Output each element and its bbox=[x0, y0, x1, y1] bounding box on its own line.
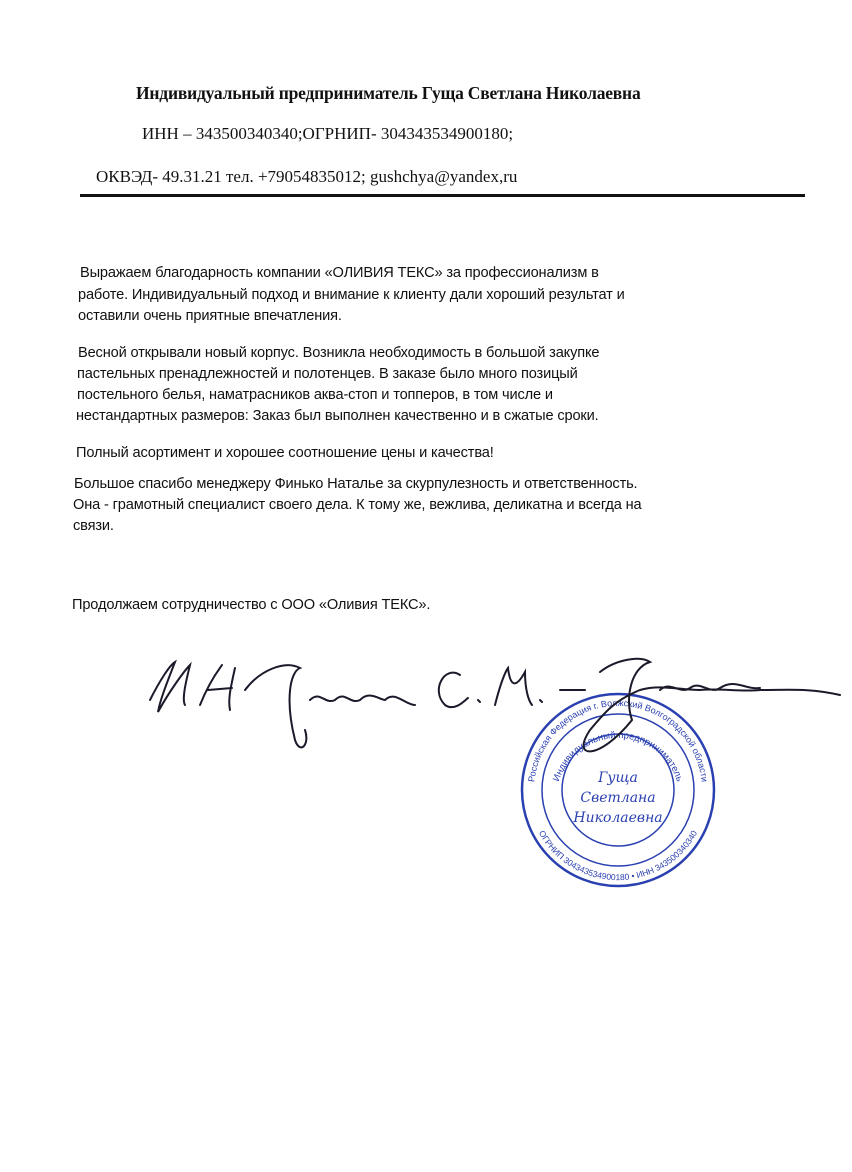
letterhead-contacts: ОКВЭД- 49.31.21 тел. +79054835012; gushchya@yandex,ru bbox=[96, 167, 518, 186]
stamp-center-line: Светлана bbox=[580, 790, 656, 806]
body-line: оставили очень приятные впечатления. bbox=[78, 308, 342, 324]
stamp-outer-text: Российская Федерация г. Волжский Волгоградской области bbox=[526, 697, 710, 783]
body-line: связи. bbox=[73, 518, 114, 534]
body-line: Большое спасибо менеджеру Финько Наталье за скурпулезность и ответственность. bbox=[74, 476, 638, 492]
stamp-inner-text: Индивидуальный предприниматель bbox=[551, 729, 685, 784]
letterhead-ids: ИНН – 343500340340;ОГРНИП- 304343534900180; bbox=[142, 124, 514, 143]
body-line: нестандартных размеров: Заказ был выполнен качественно и в сжатые сроки. bbox=[76, 408, 599, 424]
body-line: Полный асортимент и хорошее соотношение цены и качества! bbox=[76, 445, 494, 461]
stamp-center-line: Гуща bbox=[598, 770, 638, 786]
body-line: пастельных пренадлежностей и полотенцев. В заказе было много позицый bbox=[77, 366, 578, 382]
handwritten-signature bbox=[150, 659, 840, 752]
letterhead-title: Индивидуальный предприниматель Гуща Светлана Николаевна bbox=[136, 83, 641, 103]
body-line: работе. Индивидуальный подход и внимание к клиенту дали хороший результат и bbox=[78, 287, 625, 303]
body-line: Выражаем благодарность компании «ОЛИВИЯ ТЕКС» за профессионализм в bbox=[80, 265, 599, 281]
closing-line: Продолжаем сотрудничество с ООО «Оливия ТЕКС». bbox=[72, 597, 431, 613]
body-line: Весной открывали новый корпус. Возникла необходимость в большой закупке bbox=[78, 345, 600, 361]
stamp-bottom-text: ОГРНИП 304343534900180 • ИНН 343500340340 bbox=[536, 828, 700, 883]
stamp-center-line: Николаевна bbox=[573, 810, 663, 826]
body-line: Она - грамотный специалист своего дела. К тому же, вежлива, деликатна и всегда на bbox=[73, 497, 642, 513]
body-line: постельного белья, наматрасников аква-стоп и топперов, в том числе и bbox=[77, 387, 553, 403]
stamp bbox=[522, 694, 714, 886]
